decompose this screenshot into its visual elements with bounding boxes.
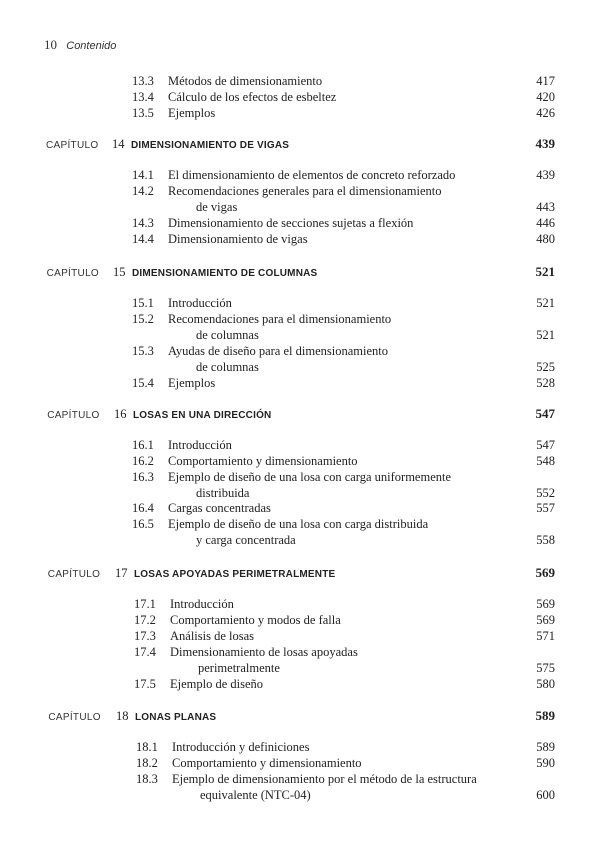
section-number: 14.3 — [132, 216, 154, 230]
section-title: Ejemplo de diseño — [170, 677, 264, 691]
section-title: Dimensionamiento de vigas — [168, 232, 308, 246]
section-title-continuation: de vigas — [196, 200, 238, 214]
chapter-label: CAPÍTULO — [48, 712, 101, 723]
chapter-page: 589 — [535, 708, 555, 723]
section-title-continuation: distribuida — [196, 486, 250, 500]
section-number: 17.1 — [134, 597, 156, 611]
section-number: 15.1 — [132, 296, 154, 310]
section-title: Introducción — [168, 438, 232, 452]
chapter-number: 18 — [116, 709, 129, 723]
section-page: 547 — [536, 438, 555, 452]
section-number: 17.2 — [134, 613, 156, 627]
section-title: Comportamiento y modos de falla — [170, 613, 341, 627]
section-number: 13.3 — [132, 74, 154, 88]
chapter-label: CAPÍTULO — [46, 268, 100, 279]
section-page: 552 — [536, 486, 555, 500]
chapter-number: 17 — [115, 566, 128, 580]
section-page: 426 — [536, 106, 555, 120]
section-page: 569 — [536, 597, 555, 611]
section-title: Recomendaciones para el dimensionamiento — [168, 312, 392, 326]
section-number: 16.5 — [132, 517, 154, 531]
section-number: 18.2 — [136, 756, 158, 770]
section-title: Comportamiento y dimensionamiento — [168, 454, 358, 468]
section-page: 521 — [536, 296, 555, 310]
chapter-label: CAPÍTULO — [47, 410, 100, 421]
section-title-continuation: de columnas — [196, 328, 259, 342]
section-page: 480 — [536, 232, 555, 246]
running-title: Contenido — [66, 40, 117, 52]
section-page: 590 — [536, 756, 555, 770]
section-title: Ejemplos — [168, 106, 216, 120]
section-number: 18.1 — [136, 740, 158, 754]
section-page: 600 — [536, 788, 555, 802]
section-title: Introducción — [168, 296, 232, 310]
section-title: Cargas concentradas — [168, 501, 271, 515]
section-title-continuation: y carga concentrada — [196, 533, 296, 547]
section-page: 580 — [536, 677, 555, 691]
section-page: 575 — [536, 661, 555, 675]
chapter-number: 14 — [112, 137, 125, 151]
section-number: 14.4 — [132, 232, 154, 246]
section-title: Comportamiento y dimensionamiento — [172, 756, 362, 770]
section-title: Cálculo de los efectos de esbeltez — [168, 90, 337, 104]
section-page: 558 — [536, 533, 555, 547]
section-title-continuation: de columnas — [196, 360, 259, 374]
chapter-title: DIMENSIONAMIENTO DE VIGAS — [131, 140, 290, 151]
chapter-label: CAPÍTULO — [46, 140, 99, 151]
section-page: 420 — [536, 90, 555, 104]
section-page: 521 — [536, 328, 555, 342]
chapter-page: 569 — [535, 565, 555, 580]
section-title-continuation: perimetralmente — [198, 661, 280, 675]
chapter-page: 439 — [535, 136, 555, 151]
section-number: 17.4 — [134, 645, 156, 659]
section-number: 15.4 — [132, 376, 154, 390]
section-page: 439 — [536, 168, 555, 182]
section-number: 16.4 — [132, 501, 154, 515]
section-title: Ayudas de diseño para el dimensionamiento — [168, 344, 388, 358]
section-title: Dimensionamiento de losas apoyadas — [170, 645, 358, 659]
chapter-number: 15 — [113, 265, 126, 279]
section-title: Ejemplo de diseño de una losa con carga distribuida — [168, 517, 429, 531]
section-title: Introducción y definiciones — [172, 740, 310, 754]
section-number: 13.4 — [132, 90, 154, 104]
section-title: Métodos de dimensionamiento — [168, 74, 323, 88]
section-number: 14.1 — [132, 168, 154, 182]
section-title: Ejemplos — [168, 376, 216, 390]
section-title: El dimensionamiento de elementos de concreto reforzado — [168, 168, 456, 182]
section-title: Recomendaciones generales para el dimensionamiento — [168, 184, 442, 198]
section-number: 17.3 — [134, 629, 156, 643]
section-number: 15.2 — [132, 312, 154, 326]
section-title: Introducción — [170, 597, 234, 611]
section-page: 443 — [536, 200, 555, 214]
chapter-title: DIMENSIONAMIENTO DE COLUMNAS — [132, 268, 318, 279]
chapter-title: LONAS PLANAS — [135, 712, 217, 723]
section-number: 14.2 — [132, 184, 154, 198]
section-number: 15.3 — [132, 344, 154, 358]
section-page: 548 — [536, 454, 555, 468]
chapter-number: 16 — [114, 407, 127, 421]
section-title: Análisis de losas — [170, 629, 255, 643]
section-page: 589 — [536, 740, 555, 754]
section-title: Ejemplo de diseño de una losa con carga uniformemente — [168, 470, 452, 484]
section-page: 571 — [536, 629, 555, 643]
section-number: 16.2 — [132, 454, 154, 468]
page-number: 10 — [44, 37, 57, 52]
section-number: 17.5 — [134, 677, 156, 691]
section-number: 18.3 — [136, 772, 158, 786]
section-number: 16.1 — [132, 438, 154, 452]
section-page: 446 — [536, 216, 555, 230]
section-page: 528 — [536, 376, 555, 390]
section-page: 569 — [536, 613, 555, 627]
chapter-page: 521 — [535, 264, 555, 279]
section-title: Ejemplo de dimensionamiento por el método de la estructura — [172, 772, 477, 786]
section-number: 13.5 — [132, 106, 154, 120]
section-page: 417 — [536, 74, 555, 88]
section-number: 16.3 — [132, 470, 154, 484]
section-page: 557 — [536, 501, 555, 515]
chapter-label: CAPÍTULO — [47, 569, 101, 580]
section-page: 525 — [536, 360, 555, 374]
section-title-continuation: equivalente (NTC-04) — [200, 788, 311, 802]
chapter-title: LOSAS EN UNA DIRECCIÓN — [133, 410, 272, 421]
chapter-page: 547 — [535, 406, 555, 421]
section-title: Dimensionamiento de secciones sujetas a flexión — [168, 216, 414, 230]
chapter-title: LOSAS APOYADAS PERIMETRALMENTE — [134, 569, 336, 580]
